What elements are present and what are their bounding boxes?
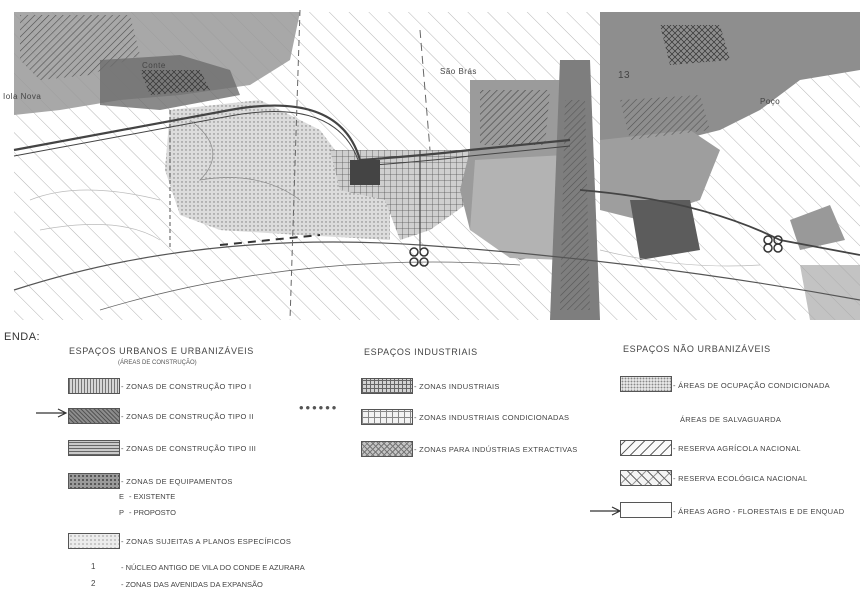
column-heading-urbanos: ESPAÇOS URBANOS E URBANIZÁVEIS: [69, 346, 254, 356]
pointer-arrow-icon: [590, 506, 624, 516]
map-legend: [0, 322, 860, 611]
place-label: Conte: [142, 61, 166, 70]
legend-swatch-agro-florestais: [620, 502, 672, 518]
place-label: São Brás: [440, 67, 477, 76]
equip-proposto-label: - PROPOSTO: [129, 508, 176, 517]
legend-label: - ZONAS SUJEITAS A PLANOS ESPECÍFICOS: [121, 537, 292, 546]
numbered-item-number: 2: [91, 579, 96, 588]
legend-swatch-ran: [620, 440, 672, 456]
legend-label: - ZONAS DE CONSTRUÇÃO TIPO III: [121, 444, 257, 453]
equipment-block: [630, 200, 700, 260]
legend-label: - ZONAS PARA INDÚSTRIAS EXTRACTIVAS: [414, 445, 578, 454]
pointer-arrow-icon: [36, 408, 70, 418]
legend-label: - ZONAS DE CONSTRUÇÃO TIPO II: [121, 412, 254, 421]
numbered-item-label: - ZONAS DAS AVENIDAS DA EXPANSÃO: [121, 580, 263, 589]
legend-swatch-type3: [68, 440, 120, 456]
legend-swatch-extractivas: [361, 441, 413, 457]
legend-label: - ÁREAS DE OCUPAÇÃO CONDICIONADA: [673, 381, 830, 390]
legend-label: - RESERVA ECOLÓGICA NACIONAL: [673, 474, 808, 483]
place-label: Iola Nova: [3, 92, 42, 101]
zone-number-label: 13: [618, 70, 631, 81]
legend-swatch-type2: [68, 408, 120, 424]
equip-proposto-letter: P: [119, 508, 125, 517]
column-subheading: (ÁREAS DE CONSTRUÇÃO): [118, 360, 197, 366]
column-heading-industriais: ESPAÇOS INDUSTRIAIS: [364, 347, 478, 357]
equip-existente-letter: E: [119, 492, 125, 501]
legend-label: - ZONAS DE CONSTRUÇÃO TIPO I: [121, 382, 252, 391]
legend-swatch-ocupacao-condicionada: [620, 376, 672, 392]
column-heading-nao-urbanizaveis: ESPAÇOS NÃO URBANIZÁVEIS: [623, 344, 771, 354]
legend-swatch-ren: [620, 470, 672, 486]
salvaguarda-heading: ÁREAS DE SALVAGUARDA: [680, 415, 782, 424]
legend-title: ENDA:: [4, 331, 41, 343]
legend-swatch-equipamentos: [68, 473, 120, 489]
legend-swatch-ind-condicionadas: [361, 409, 413, 425]
equip-existente-label: - EXISTENTE: [129, 492, 176, 501]
dotted-line-symbol: ••••••: [299, 400, 339, 415]
place-label: Poço: [760, 97, 781, 106]
legend-swatch-planos: [68, 533, 120, 549]
numbered-item-number: 1: [91, 562, 96, 571]
numbered-item-label: - NÚCLEO ANTIGO DE VILA DO CONDE E AZURARA: [121, 563, 305, 572]
legend-label: - ÁREAS AGRO - FLORESTAIS E DE ENQUAD: [673, 507, 845, 516]
legend-label: - ZONAS INDUSTRIAIS: [414, 382, 500, 391]
legend-swatch-industriais: [361, 378, 413, 394]
legend-swatch-type1: [68, 378, 120, 394]
legend-label: - ZONAS DE EQUIPAMENTOS: [121, 477, 233, 486]
legend-label: - RESERVA AGRÍCOLA NACIONAL: [673, 444, 801, 453]
legend-label: - ZONAS INDUSTRIAIS CONDICIONADAS: [414, 413, 570, 422]
